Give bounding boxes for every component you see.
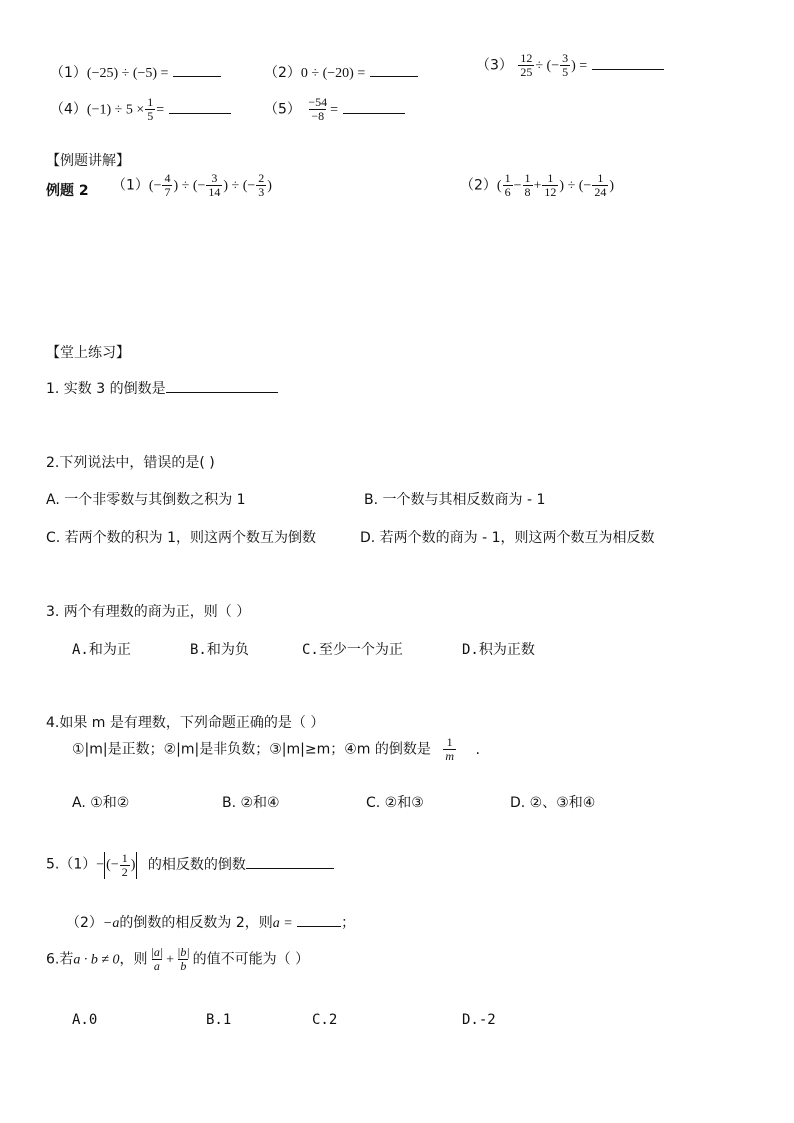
q1e-n: −54 bbox=[308, 95, 328, 109]
ex-p1-cn: 2 bbox=[258, 171, 265, 185]
q1c-n2: 3 bbox=[562, 51, 569, 65]
pq6-option-c[interactable]: C.2 bbox=[312, 1012, 338, 1028]
pq6-n2: |b| bbox=[177, 945, 190, 959]
ex-p1-an: 4 bbox=[164, 171, 171, 185]
pq5-p2-var: a = bbox=[272, 916, 293, 931]
pq5-frac bbox=[120, 852, 130, 879]
q1d-expr: (−1) ÷ 5 × bbox=[86, 102, 145, 118]
pq6-option-b[interactable]: B.1 bbox=[206, 1012, 232, 1028]
example-p2 bbox=[460, 172, 614, 199]
q1b-label: （2） bbox=[264, 65, 301, 81]
ex-p2-open: ( bbox=[496, 178, 502, 194]
ex-p2-dn: 1 bbox=[597, 171, 604, 185]
q1e-d: −8 bbox=[311, 109, 325, 123]
pq3-option-b[interactable]: B.和为负 bbox=[190, 642, 249, 658]
pq5-label: 5.（1） bbox=[46, 856, 97, 873]
pq6-plus: + bbox=[166, 952, 175, 968]
ex-p2-close: ) bbox=[609, 178, 614, 194]
q1e-blank[interactable] bbox=[343, 99, 405, 114]
pq2-option-d[interactable]: D. 若两个数的商为 - 1，则这两个数互为相反数 bbox=[360, 530, 655, 546]
pq6-comma: ，则 bbox=[119, 951, 148, 968]
ex-p2-an: 1 bbox=[504, 171, 511, 185]
pq5-inner-close: ) bbox=[130, 857, 136, 873]
pq5-p2-text: 的倒数的相反数为 2，则 bbox=[119, 915, 273, 931]
pq5-part2 bbox=[66, 912, 355, 932]
pq4-n: 1 bbox=[446, 735, 453, 749]
example-title: 例题 2 bbox=[46, 183, 89, 199]
ex-p1-cclose: ) bbox=[267, 178, 272, 194]
pq6-option-a[interactable]: A.0 bbox=[72, 1012, 98, 1028]
ex-p2-frac-d bbox=[592, 172, 608, 199]
q1a-blank[interactable] bbox=[173, 62, 221, 77]
pq5-abs bbox=[104, 852, 137, 879]
pq5-tail: 的相反数的倒数 bbox=[147, 856, 246, 873]
q1d-label: （4） bbox=[50, 101, 87, 118]
pq5-minus: − bbox=[96, 857, 105, 873]
ex-p1-cd: 3 bbox=[258, 185, 265, 199]
pq4-line-text: ①|m|是正数；②|m|是非负数；③|m|≥m；④m 的倒数是 bbox=[72, 741, 431, 758]
q1e bbox=[264, 96, 405, 123]
ex-p1-aopen: (− bbox=[148, 178, 162, 194]
ex-p2-cn: 1 bbox=[547, 171, 554, 185]
pq5-p2-label: （2） bbox=[66, 915, 103, 931]
pq4-stem: 4.如果 m 是有理数，下列命题正确的是（ ） bbox=[46, 715, 325, 731]
pq6-d2: b bbox=[180, 959, 187, 973]
q1a-label: （1） bbox=[50, 65, 87, 81]
pq2-option-c[interactable]: C. 若两个数的积为 1，则这两个数互为倒数 bbox=[46, 530, 317, 546]
pq4-option-c[interactable]: C. ②和③ bbox=[366, 795, 424, 811]
ex-p2-bd: 8 bbox=[524, 185, 531, 199]
ex-p1-bn: 3 bbox=[211, 171, 218, 185]
q1e-label: （5） bbox=[264, 101, 301, 118]
q1d-end: = bbox=[156, 102, 165, 118]
ex-p2-mid: ) ÷ (− bbox=[559, 178, 592, 194]
q1c-label: （3） bbox=[476, 57, 513, 74]
ex-p2-op2: + bbox=[533, 178, 542, 194]
pq5-n: 1 bbox=[121, 851, 128, 865]
q1c-mid: ÷ (− bbox=[535, 58, 560, 74]
q1e-end: = bbox=[330, 102, 339, 118]
pq5-blank1[interactable] bbox=[246, 854, 334, 869]
practice-header: 【堂上练习】 bbox=[46, 345, 130, 361]
pq1-text: 1. 实数 3 的倒数是 bbox=[46, 381, 166, 397]
q1d-blank[interactable] bbox=[169, 99, 231, 114]
ex-p2-label: （2） bbox=[460, 177, 497, 194]
pq5-p2-a: −a bbox=[102, 916, 120, 931]
pq4-line bbox=[72, 736, 480, 763]
pq6-n1: |a| bbox=[150, 945, 164, 959]
pq4-option-d[interactable]: D. ②、③和④ bbox=[510, 795, 596, 811]
pq3-option-a[interactable]: A.和为正 bbox=[72, 642, 131, 658]
ex-p2-ad: 6 bbox=[504, 185, 511, 199]
pq3-stem: 3. 两个有理数的商为正，则（ ） bbox=[46, 604, 251, 620]
ex-p1-aclose: ) ÷ (− bbox=[173, 178, 206, 194]
pq5-p2-end: ； bbox=[341, 915, 356, 931]
ex-p1-ad: 7 bbox=[164, 185, 171, 199]
ex-p1-frac-a bbox=[162, 172, 172, 199]
pq6-option-d[interactable]: D.-2 bbox=[462, 1012, 496, 1028]
ex-p1-label: （1） bbox=[112, 177, 149, 194]
pq3-option-d[interactable]: D.积为正数 bbox=[462, 642, 535, 658]
q1c-n1: 12 bbox=[520, 51, 533, 65]
ex-p2-dd: 24 bbox=[594, 185, 607, 199]
pq4-d: m bbox=[445, 749, 454, 763]
ex-p1-frac-c bbox=[256, 172, 266, 199]
pq6-stem bbox=[46, 946, 309, 973]
pq5-inner-open: (− bbox=[106, 857, 119, 873]
q1d-d: 5 bbox=[147, 109, 154, 123]
ex-p2-frac-a bbox=[503, 172, 513, 199]
pq4-frac bbox=[443, 736, 456, 763]
q1b-expr: 0 ÷ (−20) = bbox=[300, 66, 366, 81]
q1a-expr: (−25) ÷ (−5) = bbox=[86, 66, 169, 81]
q1a bbox=[50, 62, 221, 82]
pq6-cond: a · b ≠ 0 bbox=[73, 952, 120, 968]
q1c-end: ) = bbox=[571, 58, 588, 74]
ex-p2-frac-c bbox=[542, 172, 558, 199]
pq5-part1 bbox=[46, 852, 334, 879]
pq2-stem: 2.下列说法中，错误的是( ) bbox=[46, 455, 215, 471]
pq6-tail: 的值不可能为（ ） bbox=[192, 951, 310, 968]
ex-p1-frac-b bbox=[206, 172, 222, 199]
q1c-d2: 5 bbox=[562, 65, 569, 79]
ex-p2-frac-b bbox=[523, 172, 533, 199]
pq6-prefix: 6.若 bbox=[46, 951, 74, 968]
pq5-d: 2 bbox=[121, 865, 128, 879]
q1b bbox=[264, 62, 418, 82]
pq4-option-a[interactable]: A. ①和② bbox=[72, 795, 130, 811]
ex-p2-cd: 12 bbox=[544, 185, 557, 199]
pq2-option-a[interactable]: A. 一个非零数与其倒数之积为 1 bbox=[46, 492, 246, 508]
example-p1 bbox=[112, 172, 272, 199]
q1c-frac1 bbox=[518, 52, 534, 79]
pq1-blank[interactable] bbox=[166, 378, 278, 393]
q1c-blank[interactable] bbox=[592, 55, 664, 70]
ex-p2-bn: 1 bbox=[524, 171, 531, 185]
q1d-n: 1 bbox=[147, 95, 154, 109]
pq5-blank2[interactable] bbox=[297, 912, 341, 927]
pq4-option-b[interactable]: B. ②和④ bbox=[222, 795, 280, 811]
ex-p1-bd: 14 bbox=[208, 185, 221, 199]
q1c bbox=[476, 52, 664, 79]
q1c-frac2 bbox=[560, 52, 570, 79]
practice-q1 bbox=[46, 378, 278, 398]
q1b-blank[interactable] bbox=[370, 62, 418, 77]
pq6-frac1 bbox=[149, 946, 166, 973]
q1d-frac bbox=[145, 96, 155, 123]
q1e-frac bbox=[306, 96, 329, 123]
pq6-frac2 bbox=[175, 946, 192, 973]
q1c-d1: 25 bbox=[520, 65, 533, 79]
example-header: 【例题讲解】 bbox=[46, 153, 130, 169]
q1d bbox=[50, 96, 231, 123]
pq3-option-c[interactable]: C.至少一个为正 bbox=[302, 642, 403, 658]
ex-p2-op1: − bbox=[513, 178, 522, 194]
pq6-d1: a bbox=[153, 959, 160, 973]
ex-p1-bclose: ) ÷ (− bbox=[223, 178, 256, 194]
pq2-option-b[interactable]: B. 一个数与其相反数商为 - 1 bbox=[364, 492, 546, 508]
pq4-end: . bbox=[475, 741, 480, 758]
